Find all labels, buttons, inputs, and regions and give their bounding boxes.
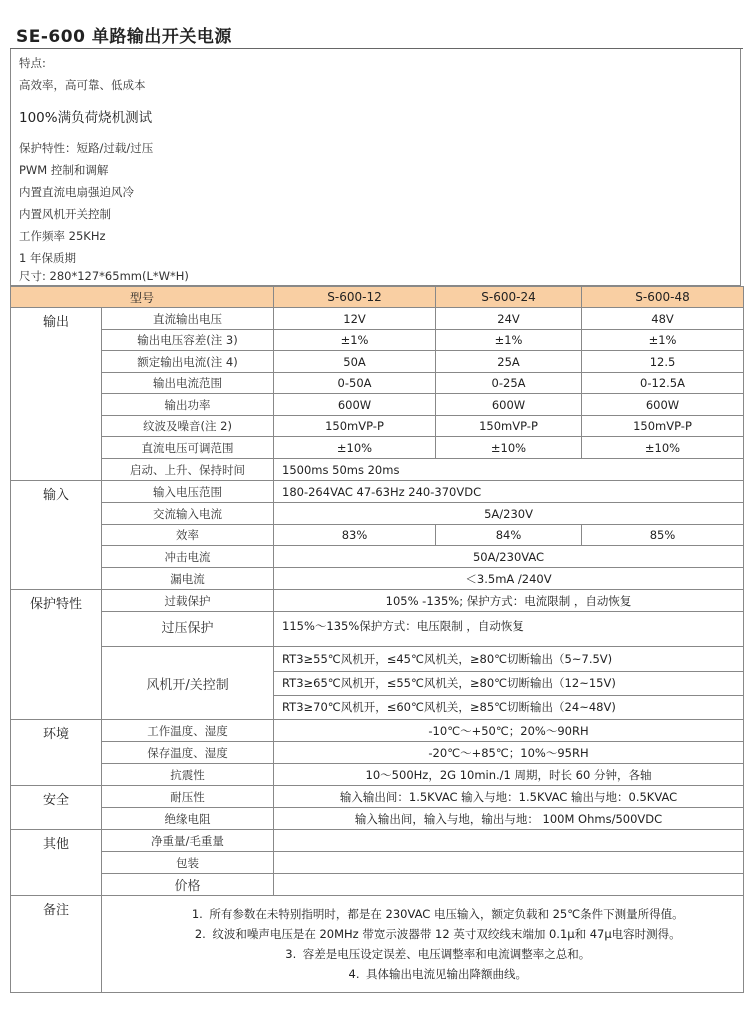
table-row: [11, 720, 744, 742]
feature-line: PWM 控制和调解: [19, 163, 109, 177]
row-label: 保存温度、湿度: [102, 742, 274, 764]
features-heading: 特点:: [19, 56, 46, 70]
row-label: 净重量/毛重量: [102, 830, 274, 852]
spec-table: [10, 286, 744, 993]
model-header: 型号: [11, 287, 274, 308]
row-label: 输出电压容差(注 3): [102, 330, 274, 351]
row-label: 直流输出电压: [102, 308, 274, 330]
cell-value: 180-264VAC 47-63Hz 240-370VDC: [274, 481, 744, 503]
table-row: [11, 416, 744, 437]
row-label: 绝缘电阻: [102, 808, 274, 830]
cell-value: [274, 830, 744, 852]
table-row: [11, 546, 744, 568]
cell-value: ±1%: [582, 330, 744, 351]
table-row: [11, 373, 744, 394]
row-label: 包装: [102, 852, 274, 874]
cell-value: 48V: [582, 308, 744, 330]
group-output: 输出: [11, 308, 102, 481]
note-text: 所有参数在未特别指明时，都是在 230VAC 电压输入，额定负载和 25℃条件下测量所得值。: [209, 907, 684, 921]
table-row: [11, 612, 744, 647]
cell-value: 12V: [274, 308, 436, 330]
row-label: 风机开/关控制: [102, 647, 274, 720]
row-label: 漏电流: [102, 568, 274, 590]
note-number: 1.: [191, 907, 203, 921]
row-label: 冲击电流: [102, 546, 274, 568]
cell-value: 50A: [274, 351, 436, 373]
cell-value: 150mVP-P: [274, 416, 436, 437]
note-number: 2.: [194, 927, 206, 941]
note-number: 3.: [285, 947, 297, 961]
cell-value: 24V: [436, 308, 582, 330]
table-row: [11, 786, 744, 808]
cell-value: 1500ms 50ms 20ms: [274, 459, 744, 481]
row-label: 抗震性: [102, 764, 274, 786]
cell-value: ±10%: [274, 437, 436, 459]
table-row: [11, 525, 744, 546]
cell-value: 输入输出间：1.5KVAC 输入与地：1.5KVAC 输出与地：0.5KVAC: [274, 786, 744, 808]
group-safety: 安全: [11, 786, 102, 830]
row-label: 启动、上升、保持时间: [102, 459, 274, 481]
model-header-3: S-600-48: [582, 287, 744, 308]
row-label: 价格: [102, 874, 274, 896]
cell-value: 85%: [582, 525, 744, 546]
cell-value: 0-50A: [274, 373, 436, 394]
model-header-1: S-600-12: [274, 287, 436, 308]
table-row: [11, 330, 744, 351]
row-label: 交流输入电流: [102, 503, 274, 525]
cell-value: -20℃～+85℃；10%～95RH: [274, 742, 744, 764]
cell-value: 150mVP-P: [436, 416, 582, 437]
row-label: 耐压性: [102, 786, 274, 808]
group-environment: 环境: [11, 720, 102, 786]
cell-value: 600W: [274, 394, 436, 416]
fan-control-line: RT3≥55℃风机开，≤45℃风机关，≥80℃切断输出（5~7.5V): [274, 647, 743, 672]
page-title: SE-600 单路输出开关电源: [16, 27, 232, 47]
row-label: 输出电流范围: [102, 373, 274, 394]
cell-value: ＜3.5mA /240V: [274, 568, 744, 590]
table-row: [11, 830, 744, 852]
group-notes: 备注: [11, 896, 102, 993]
fan-control-cell: [274, 647, 744, 720]
table-row: [11, 308, 744, 330]
table-row: [11, 481, 744, 503]
features-box: [10, 49, 741, 286]
cell-value: 10～500Hz，2G 10min./1 周期，时长 60 分钟，各轴: [274, 764, 744, 786]
table-row: [11, 394, 744, 416]
fan-control-line: RT3≥65℃风机开，≤55℃风机关，≥80℃切断输出（12~15V): [274, 671, 743, 696]
cell-value: 115%～135%保护方式：电压限制 ，自动恢复: [274, 612, 744, 647]
row-label: 直流电压可调范围: [102, 437, 274, 459]
feature-line: 尺寸: 280*127*65mm(L*W*H): [19, 269, 189, 283]
cell-value: 105% -135%; 保护方式：电流限制 ，自动恢复: [274, 590, 744, 612]
cell-value: 输入输出间，输入与地，输出与地： 100M Ohms/500VDC: [274, 808, 744, 830]
table-row: [11, 852, 744, 874]
row-label: 输入电压范围: [102, 481, 274, 503]
table-row: [11, 808, 744, 830]
cell-value: 84%: [436, 525, 582, 546]
table-row: [11, 896, 744, 993]
table-row: [11, 459, 744, 481]
note-item: [106, 964, 739, 984]
feature-line: 工作频率 25KHz: [19, 229, 106, 243]
table-header-row: [11, 287, 744, 308]
feature-line: 1 年保质期: [19, 251, 76, 265]
row-label: 过载保护: [102, 590, 274, 612]
table-row: [11, 764, 744, 786]
feature-line: 100%满负荷烧机测试: [19, 110, 153, 126]
cell-value: 0-25A: [436, 373, 582, 394]
table-row: [11, 503, 744, 525]
cell-value: ±10%: [582, 437, 744, 459]
row-label: 过压保护: [102, 612, 274, 647]
table-row: [11, 742, 744, 764]
cell-value: [274, 874, 744, 896]
note-item: [106, 904, 739, 924]
table-row: [11, 647, 744, 720]
cell-value: ±1%: [436, 330, 582, 351]
note-number: 4.: [348, 967, 360, 981]
cell-value: 600W: [436, 394, 582, 416]
note-text: 纹波和噪声电压是在 20MHz 带宽示波器带 12 英寸双绞线末端加 0.1μ和 47μ电容时测得。: [212, 927, 681, 941]
row-label: 纹波及噪音(注 2): [102, 416, 274, 437]
note-text: 容差是电压设定误差、电压调整率和电流调整率之总和。: [302, 947, 591, 961]
note-text: 具体输出电流见输出降额曲线。: [366, 967, 527, 981]
cell-value: 5A/230V: [274, 503, 744, 525]
feature-line: 内置直流电扇强迫风冷: [19, 185, 134, 199]
row-label: 额定输出电流(注 4): [102, 351, 274, 373]
cell-value: 50A/230VAC: [274, 546, 744, 568]
row-label: 输出功率: [102, 394, 274, 416]
cell-value: 150mVP-P: [582, 416, 744, 437]
cell-value: 12.5: [582, 351, 744, 373]
cell-value: ±10%: [436, 437, 582, 459]
cell-value: 83%: [274, 525, 436, 546]
table-row: [11, 568, 744, 590]
cell-value: -10℃～+50℃；20%～90RH: [274, 720, 744, 742]
fan-control-line: RT3≥70℃风机开，≤60℃风机关，≥85℃切断输出（24~48V): [282, 700, 616, 714]
feature-line: 保护特性：短路/过载/过压: [19, 141, 154, 155]
table-row: [11, 874, 744, 896]
table-row: [11, 351, 744, 373]
cell-value: 600W: [582, 394, 744, 416]
note-item: [106, 944, 739, 964]
group-other: 其他: [11, 830, 102, 896]
cell-value: [274, 852, 744, 874]
cell-value: 0-12.5A: [582, 373, 744, 394]
group-protection: 保护特性: [11, 590, 102, 720]
table-row: [11, 437, 744, 459]
notes-cell: [102, 896, 744, 993]
row-label: 效率: [102, 525, 274, 546]
table-row: [11, 590, 744, 612]
cell-value: ±1%: [274, 330, 436, 351]
feature-line: 内置风机开关控制: [19, 207, 111, 221]
cell-value: 25A: [436, 351, 582, 373]
group-input: 输入: [11, 481, 102, 590]
model-header-2: S-600-24: [436, 287, 582, 308]
feature-line: 高效率，高可靠、低成本: [19, 78, 146, 92]
note-item: [106, 924, 739, 944]
row-label: 工作温度、湿度: [102, 720, 274, 742]
